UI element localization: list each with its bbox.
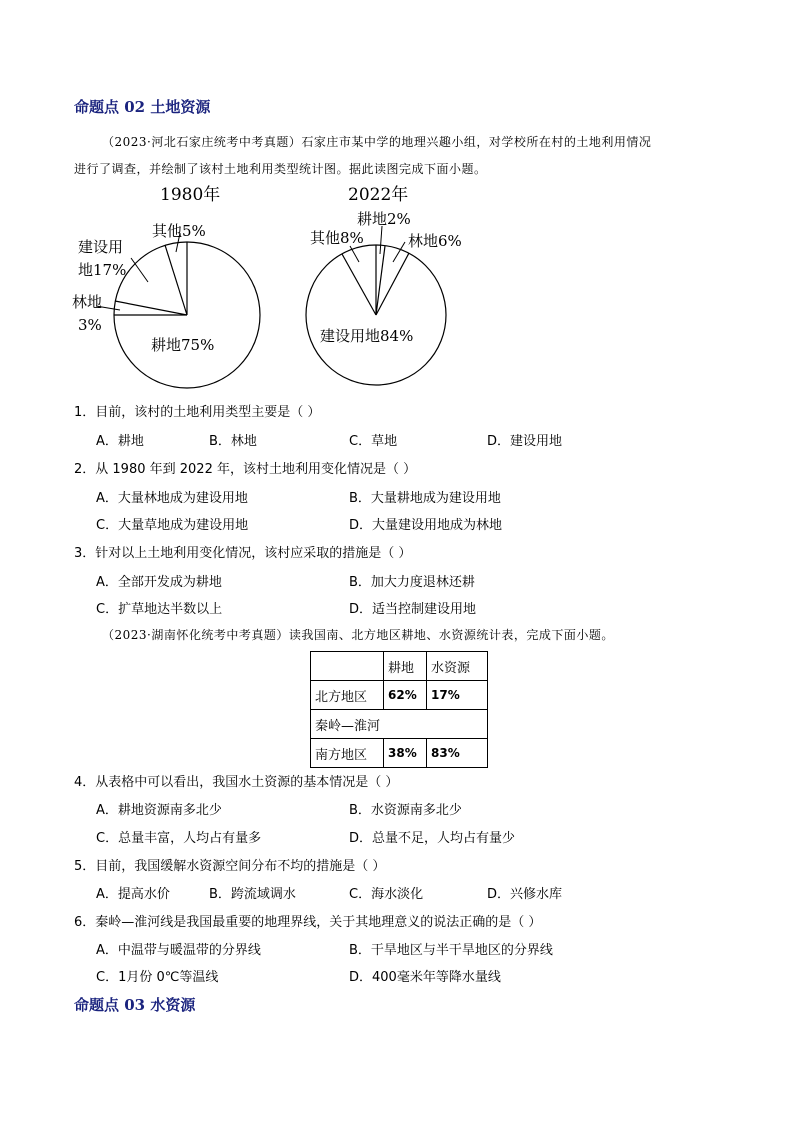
table-row (311, 739, 488, 768)
pie-slice-edge (115, 301, 187, 315)
option: B．跨流域调水 (209, 887, 296, 902)
option: A．全部开发成为耕地 (96, 575, 222, 590)
option: B．大量耕地成为建设用地 (349, 491, 501, 506)
table-row (311, 681, 488, 710)
table-cell (311, 652, 384, 681)
slice-label-other: 其他8% (310, 229, 364, 247)
option: C．扩草地达半数以上 (96, 602, 223, 617)
leader-line (380, 226, 382, 254)
leader-line (393, 242, 405, 262)
table-cell: 水资源 (427, 652, 488, 681)
pie-slice-edge (376, 246, 385, 315)
option: B．水资源南多北少 (349, 803, 462, 818)
table-row (311, 710, 488, 739)
table-cell: 38% (384, 739, 427, 768)
option: C．海水淡化 (349, 887, 424, 902)
leader-line (131, 258, 148, 282)
question-stem: 1．目前，该村的土地利用类型主要是（ ） (74, 405, 321, 420)
pie-chart-2022 (306, 184, 462, 385)
question-stem: 3．针对以上土地利用变化情况，该村应采取的措施是（ ） (74, 546, 412, 561)
option: D．适当控制建设用地 (349, 602, 477, 617)
slice-label-cultivated: 耕地2% (357, 210, 411, 228)
slice-label-construction: 建设用 (78, 238, 124, 256)
option: A．提高水价 (96, 887, 170, 902)
option: A．耕地资源南多北少 (96, 803, 222, 818)
slice-label-cultivated: 耕地75% (151, 336, 215, 354)
pie-chart-1980 (72, 184, 260, 388)
option: C．大量草地成为建设用地 (96, 518, 249, 533)
pie-slice-edge (165, 245, 187, 315)
pie-slice-edge (342, 254, 376, 315)
slice-label-construction: 地17% (78, 261, 127, 279)
slice-label-construction: 建设用地84% (320, 327, 414, 345)
table-cell: 17% (427, 681, 488, 710)
table-cell: 北方地区 (311, 681, 384, 710)
table-cell: 耕地 (384, 652, 427, 681)
option: B．干旱地区与半干旱地区的分界线 (349, 943, 553, 958)
option: C．总量丰富，人均占有量多 (96, 831, 262, 846)
intro-line: （2023·河北石家庄统考中考真题）石家庄市某中学的地理兴趣小组，对学校所在村的土地利用情况 (102, 135, 652, 149)
slice-label-forest: 林地6% (408, 232, 462, 250)
table-cell: 南方地区 (311, 739, 384, 768)
chart-title: 2022年 (348, 185, 409, 205)
table-row (311, 652, 488, 681)
option: D．400毫米年等降水量线 (349, 970, 501, 985)
option: A．中温带与暖温带的分界线 (96, 943, 261, 958)
option: C．1月份 0℃等温线 (96, 970, 219, 985)
chart-title: 1980年 (160, 185, 221, 205)
slice-label-forest: 3% (78, 316, 102, 334)
intro-line: 进行了调查，并绘制了该村土地利用类型统计图。据此读图完成下面小题。 (74, 162, 487, 176)
slice-label-other: 其他5% (152, 222, 206, 240)
land-use-pie-charts (0, 178, 794, 393)
section-heading: 命题点 02 土地资源 (74, 98, 211, 116)
slice-label-forest: 林地 (72, 293, 103, 311)
section-heading: 命题点 03 水资源 (74, 996, 196, 1014)
option: A．耕地 (96, 434, 144, 449)
question-stem: 6．秦岭—淮河线是我国最重要的地理界线，关于其地理意义的说法正确的是（ ） (74, 915, 542, 930)
option: A．大量林地成为建设用地 (96, 491, 248, 506)
resource-table (310, 651, 488, 768)
option: D．总量不足，人均占有量少 (349, 831, 516, 846)
option: C．草地 (349, 434, 398, 449)
option: D．大量建设用地成为林地 (349, 518, 503, 533)
option: D．建设用地 (487, 434, 563, 449)
option: B．加大力度退林还耕 (349, 575, 475, 590)
question-stem: 2．从 1980 年到 2022 年，该村土地利用变化情况是（ ） (74, 462, 417, 477)
intro-line: （2023·湖南怀化统考中考真题）读我国南、北方地区耕地、水资源统计表，完成下面小题。 (102, 628, 614, 642)
pie-slice-edge (376, 253, 409, 315)
table-cell: 83% (427, 739, 488, 768)
table-divider-cell: 秦岭—淮河 (311, 710, 488, 739)
question-stem: 4．从表格中可以看出，我国水土资源的基本情况是（ ） (74, 775, 399, 790)
option: D．兴修水库 (487, 887, 563, 902)
option: B．林地 (209, 434, 257, 449)
question-stem: 5．目前，我国缓解水资源空间分布不均的措施是（ ） (74, 859, 386, 874)
table-cell: 62% (384, 681, 427, 710)
